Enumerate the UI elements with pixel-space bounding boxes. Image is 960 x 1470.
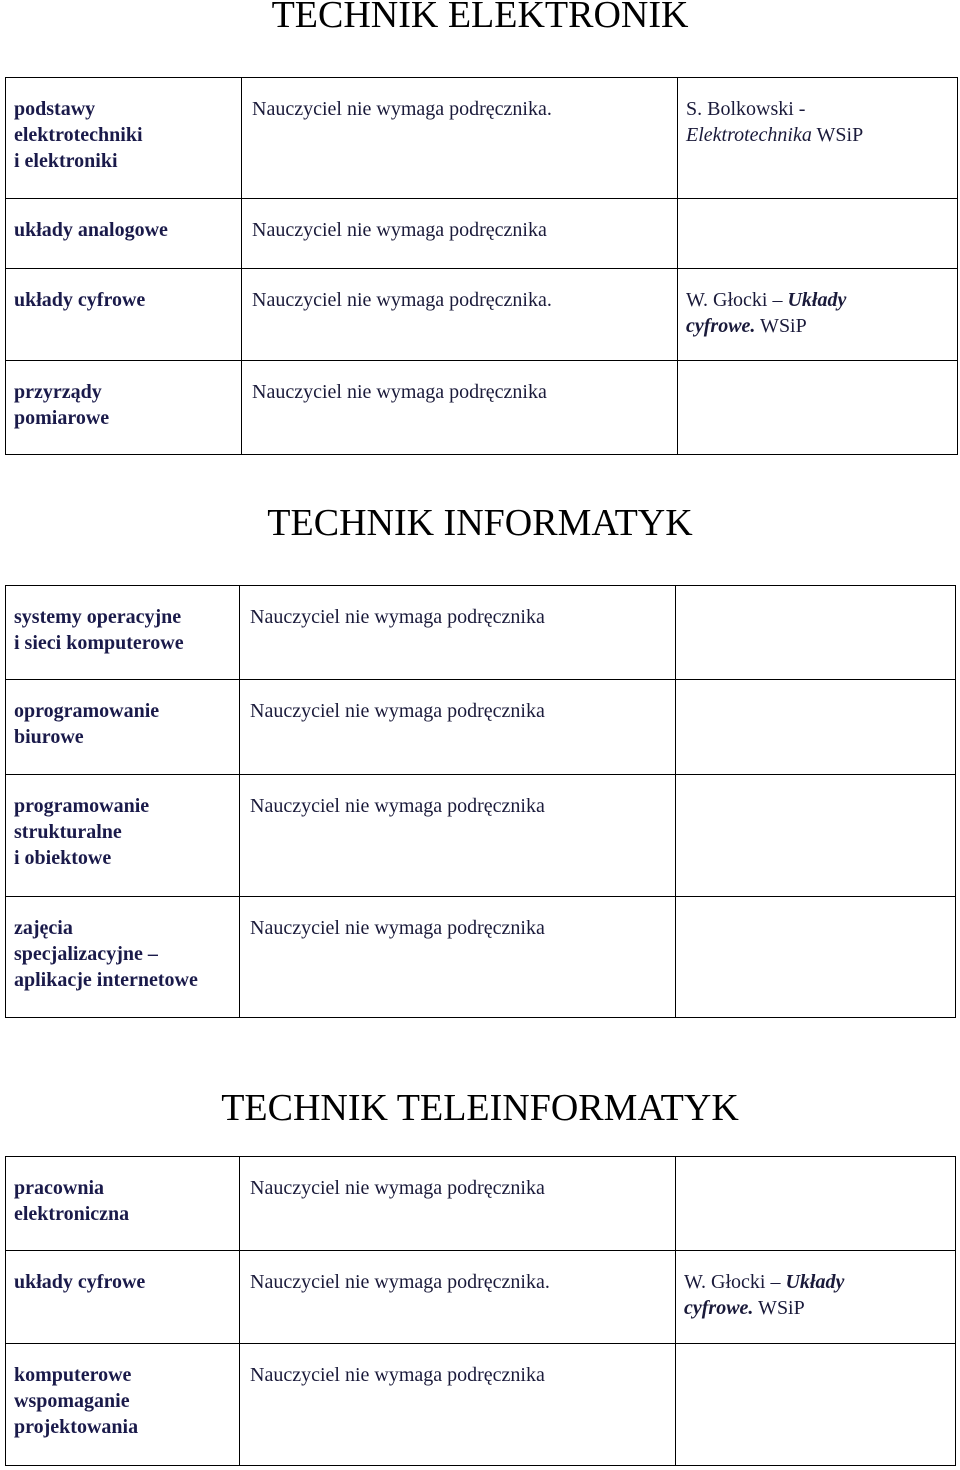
section-title-elektronik: TECHNIK ELEKTRONIK	[271, 0, 689, 36]
subject-cell	[6, 78, 242, 199]
book-publisher: WSiP	[755, 315, 807, 337]
note-text: Nauczyciel nie wymaga podręcznika	[250, 606, 545, 628]
textbook-cell	[678, 361, 958, 455]
subject-line: i obiektowe	[14, 847, 112, 869]
subject-line: elektroniczna	[14, 1203, 130, 1225]
subject-line: aplikacje internetowe	[14, 969, 198, 991]
subject-cell	[6, 775, 240, 897]
note-text: Nauczyciel nie wymaga podręcznika.	[252, 289, 552, 311]
textbook-cell	[678, 199, 958, 269]
subject-line: oprogramowanie	[14, 700, 160, 722]
book-author: W. Głocki –	[686, 289, 788, 311]
textbook-note	[240, 586, 676, 680]
note-text: Nauczyciel nie wymaga podręcznika.	[252, 98, 552, 120]
book-title: cyfrowe.	[684, 1297, 754, 1319]
subject-line: przyrządy	[14, 381, 102, 403]
textbook-note	[242, 199, 678, 269]
textbook-note	[240, 775, 676, 897]
table-row	[6, 1344, 956, 1466]
subject-line: układy cyfrowe	[14, 289, 146, 311]
note-text: Nauczyciel nie wymaga podręcznika.	[250, 1271, 550, 1293]
table-row	[6, 586, 956, 680]
subject-line: układy analogowe	[14, 219, 168, 241]
book-title: Układy	[787, 289, 847, 311]
subject-line: zajęcia	[14, 917, 73, 939]
textbook-cell	[676, 586, 956, 680]
book-publisher: WSiP	[753, 1297, 805, 1319]
textbook-note	[240, 680, 676, 775]
book-publisher: WSiP	[811, 124, 864, 146]
subject-cell	[6, 586, 240, 680]
subject-line: i sieci komputerowe	[14, 632, 184, 654]
textbook-cell	[676, 1157, 956, 1251]
textbook-note	[242, 361, 678, 455]
note-text: Nauczyciel nie wymaga podręcznika	[250, 917, 545, 939]
table-row	[6, 269, 958, 361]
subject-cell	[6, 199, 242, 269]
note-text: Nauczyciel nie wymaga podręcznika	[250, 795, 545, 817]
subject-cell	[6, 897, 240, 1018]
subject-cell	[6, 680, 240, 775]
section-title-informatyk: TECHNIK INFORMATYK	[267, 502, 693, 544]
book-title: Układy	[785, 1271, 845, 1293]
textbook-note	[240, 1344, 676, 1466]
table-row	[6, 1157, 956, 1251]
subject-line: projektowania	[14, 1416, 139, 1438]
subject-line: biurowe	[14, 726, 84, 748]
subject-cell	[6, 361, 242, 455]
textbook-note	[242, 269, 678, 361]
textbook-cell	[676, 1344, 956, 1466]
table-row	[6, 897, 956, 1018]
textbook-note	[240, 897, 676, 1018]
subject-line: strukturalne	[14, 821, 122, 843]
subject-cell	[6, 1157, 240, 1251]
table-row	[6, 199, 958, 269]
textbook-note	[240, 1157, 676, 1251]
book-author: W. Głocki –	[684, 1271, 786, 1293]
teleinformatyk-table	[5, 1156, 956, 1466]
table-row	[6, 78, 958, 199]
subject-line: pracownia	[14, 1177, 104, 1199]
note-text: Nauczyciel nie wymaga podręcznika	[252, 219, 547, 241]
subject-line: systemy operacyjne	[14, 606, 182, 628]
subject-line: pomiarowe	[14, 407, 110, 429]
note-text: Nauczyciel nie wymaga podręcznika	[250, 1364, 545, 1386]
table-row	[6, 775, 956, 897]
subject-line: podstawy	[14, 98, 96, 120]
subject-line: układy cyfrowe	[14, 1271, 146, 1293]
note-text: Nauczyciel nie wymaga podręcznika	[250, 700, 545, 722]
textbook-cell	[676, 775, 956, 897]
textbook-note	[242, 78, 678, 199]
textbook-cell	[676, 680, 956, 775]
textbook-cell	[678, 269, 958, 361]
table-row	[6, 361, 958, 455]
textbook-cell	[678, 78, 958, 199]
textbook-note	[240, 1251, 676, 1344]
subject-line: specjalizacyjne –	[14, 943, 158, 965]
textbook-cell	[676, 897, 956, 1018]
table-row	[6, 1251, 956, 1344]
subject-line: programowanie	[14, 795, 150, 817]
elektronik-table	[5, 77, 958, 455]
section-title-teleinformatyk: TECHNIK TELEINFORMATYK	[221, 1087, 739, 1129]
subject-cell	[6, 1344, 240, 1466]
subject-line: wspomaganie	[14, 1390, 130, 1412]
note-text: Nauczyciel nie wymaga podręcznika	[252, 381, 547, 403]
informatyk-table	[5, 585, 956, 1018]
subject-cell	[6, 269, 242, 361]
subject-line: komputerowe	[14, 1364, 132, 1386]
book-title: Elektrotechnika	[686, 124, 812, 146]
book-title: cyfrowe.	[686, 315, 756, 337]
note-text: Nauczyciel nie wymaga podręcznika	[250, 1177, 545, 1199]
textbook-cell	[676, 1251, 956, 1344]
book-author: S. Bolkowski -	[686, 98, 806, 120]
table-row	[6, 680, 956, 775]
subject-line: i elektroniki	[14, 150, 118, 172]
subject-cell	[6, 1251, 240, 1344]
subject-line: elektrotechniki	[14, 124, 143, 146]
